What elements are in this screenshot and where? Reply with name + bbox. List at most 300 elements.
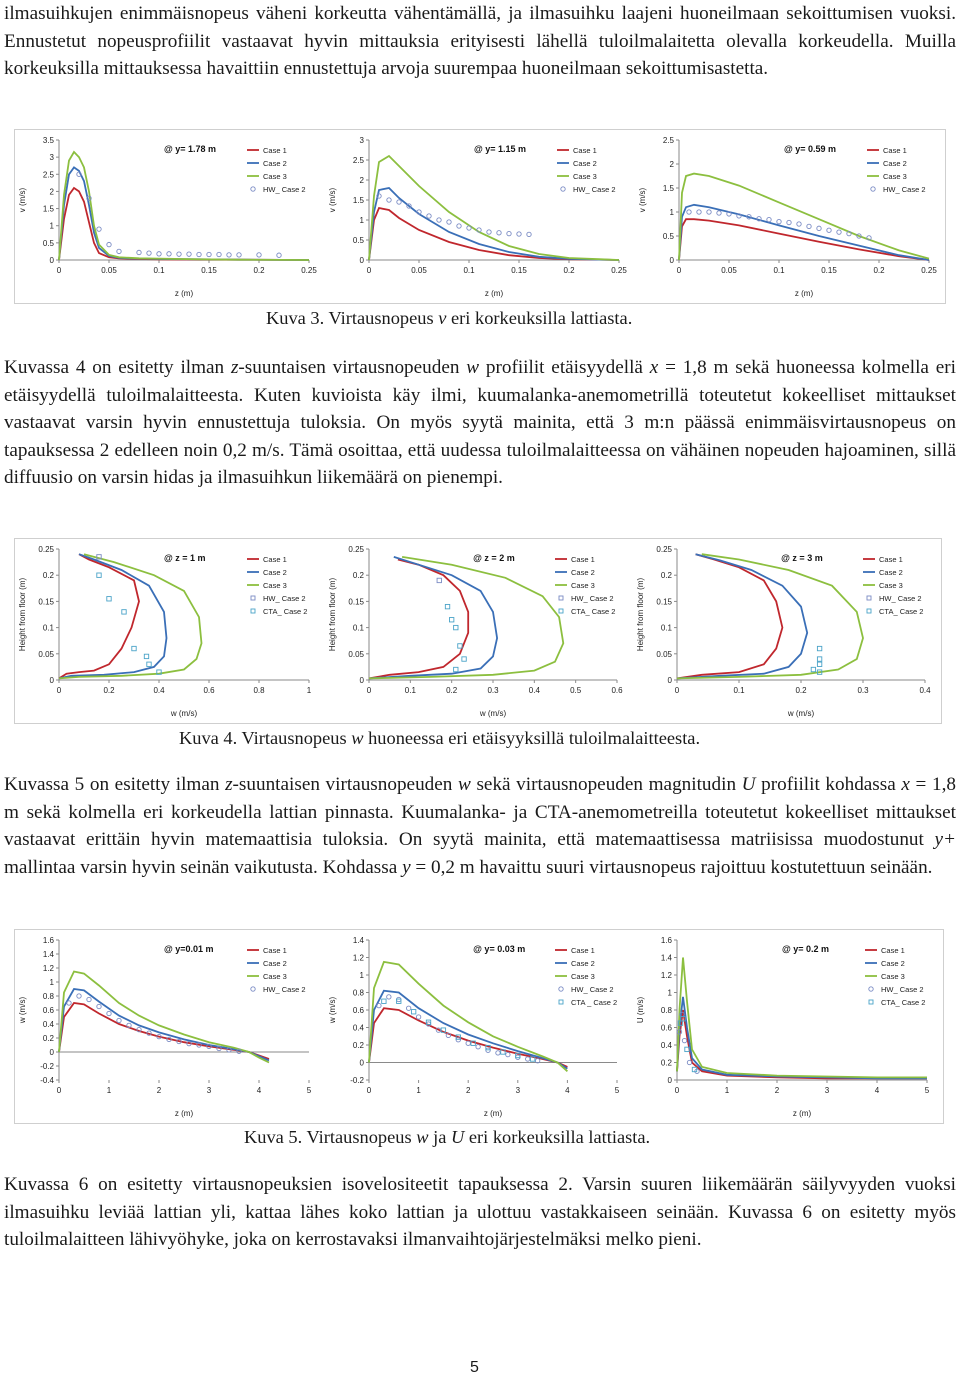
caption-symbol: w xyxy=(416,1127,429,1147)
legend-swatch xyxy=(867,596,871,600)
legend-label: Case 3 xyxy=(573,172,597,181)
legend-label: Case 2 xyxy=(883,159,907,168)
data-point xyxy=(167,252,171,256)
x-tick-label: 0.3 xyxy=(487,686,499,695)
legend-label: Case 3 xyxy=(263,581,287,590)
y-tick-label: 0.25 xyxy=(348,545,364,554)
legend-swatch xyxy=(869,1000,873,1004)
legend-label: Case 3 xyxy=(263,972,287,981)
legend-label: Case 3 xyxy=(881,972,905,981)
series-line xyxy=(369,208,619,260)
x-tick-label: 0.2 xyxy=(446,686,458,695)
series-line xyxy=(369,557,497,679)
x-tick-label: 0 xyxy=(674,1086,680,1095)
caption-text: huoneessa eri etäisyyksillä tuloilmalaitteesta. xyxy=(363,728,701,748)
legend-swatch xyxy=(559,1000,563,1004)
y-tick-label: 0.8 xyxy=(42,992,54,1001)
legend-label: Case 1 xyxy=(263,555,287,564)
y-tick-label: 1 xyxy=(359,216,364,225)
x-tick-label: 0.25 xyxy=(301,266,317,275)
data-point xyxy=(507,231,511,235)
chart-annotation: @ z = 2 m xyxy=(473,553,515,563)
series-line xyxy=(677,554,807,678)
y-tick-label: 0.15 xyxy=(38,597,54,607)
chart-fig4-b xyxy=(325,539,631,722)
symbol-u: U xyxy=(741,774,756,795)
y-tick-label: 0.25 xyxy=(38,545,54,554)
data-point xyxy=(97,1004,101,1008)
figure-3-caption xyxy=(266,306,632,330)
y-tick-label: 2.5 xyxy=(662,136,674,145)
x-tick-label: 2 xyxy=(465,1086,471,1095)
x-tick-label: 0.3 xyxy=(857,686,869,695)
y-tick-label: 2.5 xyxy=(42,170,54,180)
data-point xyxy=(406,1006,410,1010)
legend-label: HW_ Case 2 xyxy=(263,594,306,603)
y-tick-label: 0.5 xyxy=(352,236,364,245)
legend-label: Case 1 xyxy=(571,555,595,564)
data-point xyxy=(462,657,466,661)
y-tick-label: 0 xyxy=(669,256,674,265)
y-tick-label: 0.15 xyxy=(348,597,364,607)
x-tick-label: 0.4 xyxy=(919,686,931,695)
y-axis-label: v (m/s) xyxy=(18,187,27,213)
x-tick-label: 0.25 xyxy=(921,266,937,275)
data-point xyxy=(476,1045,480,1049)
text-run: = 1,8 m sekä huoneessa kolmella eri etäisyydellä tuloilmalaitteesta. Kuten kuvioista käy ilmi, kuumalanka-anemometrillä toteutetut kokeelliset mittaukset vastaavat varsin hyvin ennustettuja tuloksia. On myös syytä mainita, että 3 m:n päässä enimmäisvirtausnopeus on tapauksessa 2 edelleen noin 0,2 m/s. Tämä osoittaa, että uudessa tuloilmalaitteessa on vähäinen nopeuden hajoaminen, sillä diffuusio on varsin hidas ja ilmasuihkun liikemäärä on pienempi. xyxy=(4,357,956,489)
legend-swatch xyxy=(559,596,563,600)
x-tick-label: 5 xyxy=(614,1086,620,1095)
y-tick-label: 2 xyxy=(49,187,54,197)
y-tick-label: 2.5 xyxy=(352,156,364,165)
legend-label: Case 2 xyxy=(571,568,595,577)
data-point xyxy=(807,224,811,228)
x-tick-label: 4 xyxy=(256,1086,262,1095)
x-axis-label: w (m/s) xyxy=(787,709,815,718)
x-tick-label: 1 xyxy=(106,1086,112,1095)
y-tick-label: 1 xyxy=(669,208,674,217)
legend-label: Case 2 xyxy=(881,959,905,968)
symbol-z: z xyxy=(225,774,233,795)
caption-text: ja xyxy=(428,1127,451,1147)
legend-label: Case 3 xyxy=(263,172,287,181)
x-tick-label: 0 xyxy=(366,1086,372,1095)
y-tick-label: 0.2 xyxy=(42,1034,54,1043)
data-point xyxy=(777,219,781,223)
data-point xyxy=(97,573,101,577)
x-axis-label: z (m) xyxy=(792,1109,812,1118)
x-tick-label: 2 xyxy=(774,1086,780,1095)
data-point xyxy=(257,253,261,257)
x-tick-label: 0.2 xyxy=(795,686,807,695)
series-line xyxy=(369,188,619,260)
series-line xyxy=(677,997,927,1078)
text-run: = 0,2 m havaittu suuri virtausnopeus rajoittuu kostutettuun seinään. xyxy=(410,856,933,878)
y-tick-label: 1.2 xyxy=(352,953,364,963)
legend-swatch xyxy=(869,987,873,991)
legend-label: Case 1 xyxy=(881,946,905,955)
x-tick-label: 0.15 xyxy=(511,266,527,275)
y-tick-label: 0.5 xyxy=(42,238,54,248)
y-tick-label: 0 xyxy=(49,676,54,685)
y-axis-label: Height from floor (m) xyxy=(328,577,337,652)
y-tick-label: 1.6 xyxy=(42,936,54,945)
paragraph-fig5 xyxy=(4,771,956,881)
y-tick-label: 0.8 xyxy=(352,988,364,998)
y-tick-label: 0.6 xyxy=(352,1006,364,1015)
x-tick-label: 0.6 xyxy=(203,686,215,695)
legend-label: HW_ Case 2 xyxy=(883,185,926,194)
legend-swatch xyxy=(871,187,875,191)
series-line xyxy=(59,152,309,260)
legend-label: Case 3 xyxy=(883,172,907,181)
legend-label: Case 2 xyxy=(263,159,287,168)
data-point xyxy=(107,242,111,246)
data-point xyxy=(377,1003,381,1007)
chart-fig4-c xyxy=(633,539,939,722)
text-run: profiilit kohdassa xyxy=(755,774,902,795)
figure-4-caption xyxy=(179,726,700,750)
x-tick-label: 5 xyxy=(306,1086,312,1095)
data-point xyxy=(117,249,121,253)
symbol-y: y xyxy=(402,856,411,878)
x-tick-label: 0 xyxy=(56,1086,62,1095)
y-tick-label: 1.5 xyxy=(352,196,364,205)
data-point xyxy=(467,226,471,230)
y-tick-label: 0.8 xyxy=(660,1006,672,1015)
data-point xyxy=(177,252,181,256)
x-tick-label: 0.1 xyxy=(153,266,165,275)
data-point xyxy=(427,214,431,218)
legend-label: Case 3 xyxy=(879,581,903,590)
y-axis-label: v (m/s) xyxy=(638,187,647,213)
legend-label: HW_ Case 2 xyxy=(881,985,924,994)
y-tick-label: 0.1 xyxy=(42,623,54,633)
x-tick-label: 0.1 xyxy=(773,266,785,275)
y-tick-label: 0.05 xyxy=(656,649,672,659)
y-tick-label: 1.2 xyxy=(42,964,54,973)
paragraph-fig6: Kuvassa 6 on esitetty virtausnopeuksien isovelositeetit tapauksessa 2. Varsin suuren liikemäärän säilyvyyden vuoksi ilmasuihku leviää lattian yli, kattaa lähes koko lattian ja ulottuu vastakkaiseen seinään. Kuvassa 6 on esitetty myös tuloilmalaitteen lähivyöhyke, joka on kerrostavaksi ilmanvaihtojärjestelmäksi melko pieni. xyxy=(4,1174,956,1251)
y-tick-label: 0 xyxy=(49,256,54,265)
caption-text: eri korkeuksilla lattiasta. xyxy=(446,308,633,328)
legend-label: HW_ Case 2 xyxy=(571,594,614,603)
x-tick-label: 1 xyxy=(724,1086,730,1095)
y-tick-label: 1.2 xyxy=(660,971,672,980)
legend-swatch xyxy=(251,187,255,191)
data-point xyxy=(817,657,821,661)
y-tick-label: 0.05 xyxy=(38,649,54,659)
page-number: 5 xyxy=(470,1359,479,1376)
data-point xyxy=(767,217,771,221)
y-tick-label: 0.05 xyxy=(348,649,364,659)
series-line xyxy=(677,554,863,678)
series-line xyxy=(369,1008,567,1067)
y-tick-label: 0 xyxy=(667,1076,672,1085)
y-tick-label: 1 xyxy=(49,221,54,231)
y-tick-label: 2 xyxy=(669,160,674,169)
caption-symbol: U xyxy=(450,1127,465,1147)
data-point xyxy=(817,646,821,650)
legend-swatch xyxy=(867,609,871,613)
data-point xyxy=(687,1060,691,1064)
x-tick-label: 0.05 xyxy=(411,266,427,275)
data-point xyxy=(687,210,691,214)
x-tick-label: 0.05 xyxy=(721,266,737,275)
y-axis-label: v (m/s) xyxy=(328,187,337,213)
x-tick-label: 0.2 xyxy=(253,266,265,275)
caption-text: Kuva 4. Virtausnopeus xyxy=(179,728,352,748)
y-tick-label: 1.4 xyxy=(42,950,54,959)
chart-annotation: @ y= 0.59 m xyxy=(784,144,837,154)
legend-label: Case 1 xyxy=(571,946,595,955)
text-run: profiilit etäisyydellä xyxy=(479,357,650,378)
x-tick-label: 0 xyxy=(676,266,682,275)
series-line xyxy=(59,972,269,1063)
x-tick-label: 0.4 xyxy=(153,686,165,695)
y-axis-label: Height from floor (m) xyxy=(636,577,645,652)
chart-annotation: @ z = 3 m xyxy=(781,553,823,563)
legend-swatch xyxy=(559,987,563,991)
data-point xyxy=(197,252,201,256)
y-tick-label: 0 xyxy=(359,1058,364,1068)
y-axis-label: U (m/s) xyxy=(636,996,645,1024)
legend-label: CTA _ Case 2 xyxy=(571,998,618,1007)
y-tick-label: 0 xyxy=(49,1048,54,1057)
data-point xyxy=(454,625,458,629)
legend-label: HW_ Case 2 xyxy=(263,185,306,194)
legend-label: HW_ Case 2 xyxy=(573,185,616,194)
legend-swatch xyxy=(561,187,565,191)
caption-symbol: w xyxy=(351,728,364,748)
legend-label: HW_ Case 2 xyxy=(263,985,306,994)
legend-label: CTA_ Case 2 xyxy=(571,607,616,616)
legend-label: HW_ Case 2 xyxy=(571,985,614,994)
legend-label: CTA_ Case 2 xyxy=(881,998,926,1007)
data-point xyxy=(487,230,491,234)
text-run: Kuvassa 5 on esitetty ilman xyxy=(4,774,226,795)
x-tick-label: 1 xyxy=(416,1086,421,1095)
legend-label: Case 1 xyxy=(263,146,287,155)
legend-swatch xyxy=(251,596,255,600)
x-tick-label: 3 xyxy=(515,1086,521,1095)
data-point xyxy=(217,252,221,256)
text-run: = 1,8 m sekä kolmella eri korkeudella lattian pinnasta. Kuumalanka- ja CTA-anemometreilla toteutetut kokeelliset mittaukset vastaavat erittäin hyvin matemaattisia tuloksia. On syytä mainita, että matemaattisessa matriisissa muodostunut xyxy=(4,774,956,851)
x-tick-label: 1 xyxy=(306,686,312,695)
data-point xyxy=(237,253,241,257)
x-tick-label: 0 xyxy=(56,266,62,275)
y-tick-label: 1.4 xyxy=(352,936,364,945)
x-tick-label: 0.05 xyxy=(101,266,117,275)
y-tick-label: 0.2 xyxy=(660,571,672,581)
text-run: sekä virtausnopeuden magnitudin xyxy=(470,774,742,795)
legend-label: Case 2 xyxy=(263,568,287,577)
y-tick-label: 0.6 xyxy=(42,1006,54,1015)
data-point xyxy=(87,997,91,1001)
y-tick-label: 0.4 xyxy=(352,1023,364,1033)
legend-swatch xyxy=(251,987,255,991)
caption-text: Kuva 3. Virtausnopeus xyxy=(266,308,439,328)
series-line xyxy=(369,560,468,679)
series-line xyxy=(59,554,202,678)
series-line xyxy=(369,991,567,1069)
series-line xyxy=(59,188,309,260)
legend-label: CTA_ Case 2 xyxy=(263,607,308,616)
data-point xyxy=(227,253,231,257)
y-tick-label: 0 xyxy=(359,676,364,685)
data-point xyxy=(527,232,531,236)
data-point xyxy=(447,220,451,224)
x-tick-label: 0 xyxy=(366,266,372,275)
x-tick-label: 2 xyxy=(156,1086,162,1095)
data-point xyxy=(277,253,281,257)
data-point xyxy=(449,618,453,622)
y-tick-label: 0.25 xyxy=(656,545,672,554)
x-axis-label: z (m) xyxy=(174,289,194,298)
data-point xyxy=(682,1038,686,1042)
x-tick-label: 3 xyxy=(824,1086,830,1095)
x-tick-label: 5 xyxy=(924,1086,930,1095)
chart-fig4-a xyxy=(15,539,323,722)
x-tick-label: 0.15 xyxy=(201,266,217,275)
legend-label: Case 1 xyxy=(263,946,287,955)
legend-label: Case 3 xyxy=(571,972,595,981)
x-tick-label: 0.5 xyxy=(570,686,582,695)
x-tick-label: 0 xyxy=(56,686,62,695)
y-tick-label: 0 xyxy=(359,256,364,265)
data-point xyxy=(147,662,151,666)
text-run: mallintaa varsin hyvin seinän vaikutusta. Kohdassa xyxy=(4,856,403,878)
legend-label: CTA_ Case 2 xyxy=(879,607,924,616)
x-tick-label: 4 xyxy=(565,1086,570,1095)
x-tick-label: 0.4 xyxy=(528,686,540,695)
y-tick-label: 1.5 xyxy=(662,184,674,193)
x-axis-label: z (m) xyxy=(484,289,504,298)
y-tick-label: 3 xyxy=(49,153,54,163)
x-tick-label: 0.6 xyxy=(611,686,623,695)
symbol-x: x xyxy=(901,774,910,795)
data-point xyxy=(67,1001,71,1005)
y-tick-label: 0.2 xyxy=(352,571,364,581)
y-tick-label: 1.6 xyxy=(660,936,672,945)
data-point xyxy=(382,999,386,1003)
symbol-w: w xyxy=(458,774,471,795)
chart-fig3-c xyxy=(635,130,943,302)
x-tick-label: 0.1 xyxy=(463,266,475,275)
x-axis-label: z (m) xyxy=(174,1109,194,1118)
legend-label: Case 1 xyxy=(883,146,907,155)
data-point xyxy=(387,995,391,999)
y-tick-label: 0.5 xyxy=(662,232,674,241)
x-tick-label: 0.2 xyxy=(873,266,885,275)
legend-label: Case 2 xyxy=(263,959,287,968)
data-point xyxy=(817,662,821,666)
chart-fig5-a xyxy=(15,930,323,1122)
data-point xyxy=(457,224,461,228)
x-tick-label: 0.8 xyxy=(253,686,265,695)
data-point xyxy=(707,210,711,214)
y-axis-label: w (m/s) xyxy=(328,996,337,1024)
chart-annotation: @ y= 1.78 m xyxy=(164,144,217,154)
data-point xyxy=(77,994,81,998)
chart-annotation: @ y= 0.03 m xyxy=(473,944,526,954)
data-point xyxy=(517,232,521,236)
chart-annotation: @ y= 0.2 m xyxy=(782,944,830,954)
data-point xyxy=(437,218,441,222)
x-tick-label: 0.2 xyxy=(563,266,575,275)
y-tick-label: 0.15 xyxy=(656,597,672,607)
data-point xyxy=(416,1015,420,1019)
y-tick-label: 0.4 xyxy=(660,1041,672,1050)
data-point xyxy=(817,226,821,230)
legend-label: Case 2 xyxy=(571,959,595,968)
data-point xyxy=(117,1018,121,1022)
y-tick-label: 1 xyxy=(667,988,672,998)
x-tick-label: 0 xyxy=(674,686,680,695)
x-tick-label: 4 xyxy=(874,1086,880,1095)
data-point xyxy=(526,1057,530,1061)
y-tick-label: -0.2 xyxy=(40,1062,54,1071)
chart-fig3-b xyxy=(325,130,633,302)
data-point xyxy=(411,1010,415,1014)
y-tick-label: 0.2 xyxy=(352,1041,364,1050)
y-tick-label: 1 xyxy=(49,978,54,987)
y-tick-label: 2 xyxy=(359,176,364,185)
data-point xyxy=(466,1041,470,1045)
data-point xyxy=(107,1011,111,1015)
y-tick-label: 0.4 xyxy=(42,1020,54,1029)
text-run: -suuntaisen virtausnopeuden xyxy=(238,357,467,378)
data-point xyxy=(157,252,161,256)
x-axis-label: w (m/s) xyxy=(170,709,198,718)
caption-text: eri korkeuksilla lattiasta. xyxy=(464,1127,651,1147)
figure-5-caption xyxy=(244,1125,650,1149)
data-point xyxy=(144,654,148,658)
paragraph-intro: ilmasuihkujen enimmäisnopeus väheni korkeutta vähentämällä, ja ilmasuihku laajeni huoneilmaan sekoittumisen vuoksi. Ennustetut nopeusprofiilit vastaavat hyvin mittauksia erityisesti lähellä tuloilmalaitetta olevalla korkeudella. Muilla korkeuksilla mittauksessa havaittiin ennustettuja arvoja suurempaa huoneilmaan sekoittumisastetta. xyxy=(4,3,956,80)
paragraph-fig4 xyxy=(4,354,956,492)
data-point xyxy=(147,251,151,255)
x-axis-label: z (m) xyxy=(794,289,814,298)
data-point xyxy=(837,230,841,234)
y-axis-label: w (m/s) xyxy=(18,996,27,1024)
chart-fig3-a xyxy=(15,130,323,302)
x-tick-label: 0.2 xyxy=(103,686,115,695)
data-point xyxy=(454,667,458,671)
symbol-z: z xyxy=(230,357,239,378)
y-tick-label: 0 xyxy=(667,676,672,685)
caption-text: Kuva 5. Virtausnopeus xyxy=(244,1127,417,1147)
data-point xyxy=(496,1051,500,1055)
data-point xyxy=(697,210,701,214)
y-tick-label: 1.5 xyxy=(42,204,54,214)
data-point xyxy=(497,231,501,235)
data-point xyxy=(207,252,211,256)
symbol-y-plus: y+ xyxy=(934,829,956,851)
y-tick-label: -0.4 xyxy=(40,1076,54,1085)
data-point xyxy=(397,200,401,204)
text-run: -suuntaisen virtausnopeuden xyxy=(232,774,459,795)
y-tick-label: 3.5 xyxy=(42,136,54,145)
data-point xyxy=(132,646,136,650)
x-tick-label: 0.1 xyxy=(404,686,416,695)
data-point xyxy=(506,1052,510,1056)
y-tick-label: 0.1 xyxy=(660,623,672,633)
legend-label: HW_ Case 2 xyxy=(879,594,922,603)
data-point xyxy=(827,228,831,232)
caption-symbol: v xyxy=(438,308,447,328)
chart-annotation: @ y=0.01 m xyxy=(164,944,214,954)
x-tick-label: 0.15 xyxy=(821,266,837,275)
y-tick-label: 1.4 xyxy=(660,953,672,963)
